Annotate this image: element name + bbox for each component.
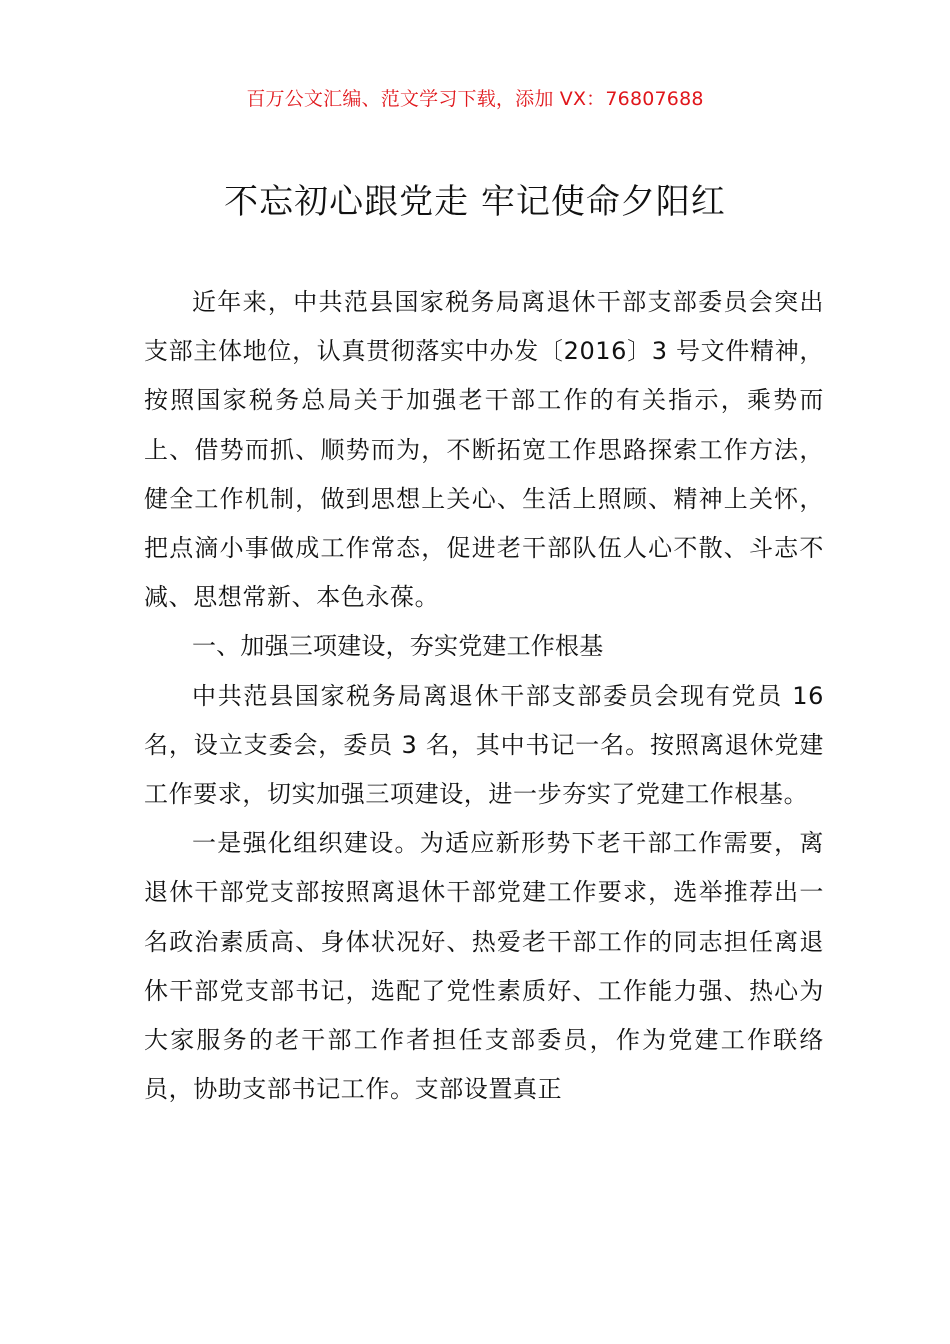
section-heading-one: 一、加强三项建设，夯实党建工作根基 [192, 632, 604, 661]
document-title: 不忘初心跟党走 牢记使命夕阳红 [224, 182, 726, 222]
header-note: 百万公文汇编、范文学习下载，添加 VX：76807688 [246, 88, 704, 110]
document-body [144, 278, 824, 1114]
paragraph-intro: 近年来，中共范县国家税务局离退休干部支部委员会突出支部主体地位，认真贯彻落实中办发〔2016〕3 号文件精神，按照国家税务总局关于加强老干部工作的有关指示，乘势而上、借势而抓、顺势而为，不断拓宽工作思路探索工作方法，健全工作机制，做到思想上关心、生活上照顾、精神上关怀，把点滴小事做成工作常态，促进老干部队伍人心不散、斗志不减、思想常新、本色永葆。 [144, 288, 824, 612]
paragraph-organization: 一是强化组织建设。为适应新形势下老干部工作需要，离退休干部党支部按照离退休干部党建工作要求，选举推荐出一名政治素质高、身体状况好、热爱老干部工作的同志担任离退休干部党支部书记，选配了党性素质好、工作能力强、热心为大家服务的老干部工作者担任支部委员，作为党建工作联络员，协助支部书记工作。支部设置真正 [144, 829, 824, 1104]
paragraph-section-one: 中共范县国家税务局离退休干部支部委员会现有党员 16 名，设立支委会，委员 3 名，其中书记一名。按照离退休党建工作要求，切实加强三项建设，进一步夯实了党建工作根基。 [144, 681, 824, 809]
